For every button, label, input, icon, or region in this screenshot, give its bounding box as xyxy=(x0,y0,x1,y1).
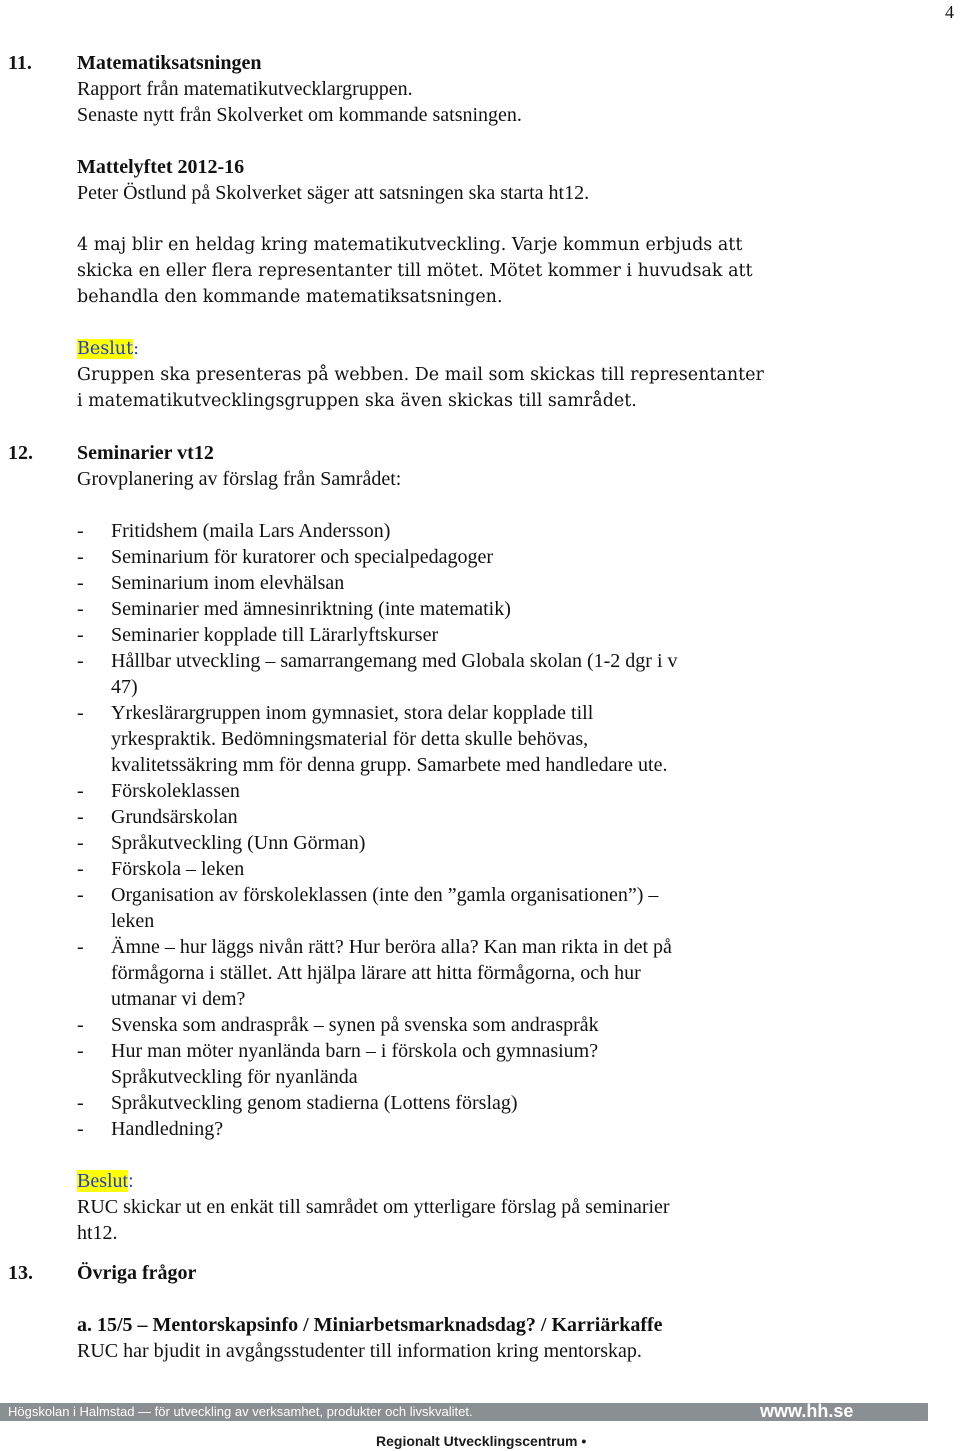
page-footer xyxy=(0,1397,960,1451)
list-dash: - xyxy=(77,702,84,724)
section-11-line: Rapport från matematikutvecklargruppen. xyxy=(77,78,413,100)
beslut-highlight: Beslut xyxy=(77,1170,129,1192)
list-dash: - xyxy=(77,598,84,620)
seminar-list-item xyxy=(77,518,947,544)
list-dash: - xyxy=(77,780,84,802)
seminar-list-item-line: leken xyxy=(111,910,155,932)
seminar-list-item-line: kvalitetssäkring mm för denna grupp. Samarbete med handledare ute. xyxy=(111,754,668,776)
seminar-list-item xyxy=(77,648,947,700)
footer-tagline: Högskolan i Halmstad — för utveckling av verksamhet, produkter och livskvalitet. xyxy=(8,1404,473,1419)
seminar-list-item-line: Seminarier kopplade till Lärarlyftskurser xyxy=(111,624,439,646)
seminar-list-item xyxy=(77,1090,947,1116)
list-dash: - xyxy=(77,546,84,568)
seminar-list-item-line: Förskola – leken xyxy=(111,858,245,880)
seminar-list-item xyxy=(77,778,947,804)
list-dash: - xyxy=(77,884,84,906)
page-number: 4 xyxy=(945,2,954,22)
mattelyftet-line: Peter Östlund på Skolverket säger att satsningen ska starta ht12. xyxy=(77,182,590,204)
section-12-intro: Grovplanering av förslag från Samrådet: xyxy=(77,468,402,490)
seminar-list-item-line: förmågorna i stället. Att hjälpa lärare att hitta förmågorna, och hur xyxy=(111,962,641,984)
footer-url: www.hh.se xyxy=(760,1401,854,1421)
beslut-label xyxy=(77,1168,947,1194)
seminar-list-item-line: Seminarier med ämnesinriktning (inte matematik) xyxy=(111,598,511,620)
section-12-number: 12. xyxy=(8,442,33,464)
seminar-list-item-line: Svenska som andraspråk – synen på svenska som andraspråk xyxy=(111,1014,599,1036)
beslut-label xyxy=(77,336,947,362)
seminar-list-item-line: Språkutveckling (Unn Görman) xyxy=(111,832,366,854)
seminar-list-item xyxy=(77,1038,947,1090)
section-11-paragraph xyxy=(77,232,947,414)
seminar-list-item-line: 47) xyxy=(111,676,138,698)
seminar-list-item-line: utmanar vi dem? xyxy=(111,988,246,1010)
decision-line: Gruppen ska presenteras på webben. De mail som skickas till representanter xyxy=(77,365,764,385)
seminar-list-item xyxy=(77,1116,947,1142)
section-13 xyxy=(77,1260,947,1364)
list-dash: - xyxy=(77,832,84,854)
list-dash: - xyxy=(77,624,84,646)
seminar-list-item xyxy=(77,830,947,856)
seminar-list-item-line: Seminarium inom elevhälsan xyxy=(111,572,345,594)
seminar-list-item-line: Organisation av förskoleklassen (inte den ”gamla organisationen”) – xyxy=(111,884,659,906)
seminar-list-item-line: Ämne – hur läggs nivån rätt? Hur beröra alla? Kan man rikta in det på xyxy=(111,936,672,958)
section-11-number: 11. xyxy=(8,52,32,74)
seminar-list xyxy=(77,518,947,1142)
section-11-line: Senaste nytt från Skolverket om kommande satsningen. xyxy=(77,104,522,126)
seminar-list-item xyxy=(77,570,947,596)
list-dash: - xyxy=(77,1092,84,1114)
paragraph-line: 4 maj blir en heldag kring matematikutveckling. Varje kommun erbjuds att xyxy=(77,235,743,255)
section-12 xyxy=(77,440,947,1246)
footer-organization: Regionalt Utvecklingscentrum • xyxy=(376,1433,587,1449)
seminar-list-item-line: Fritidshem (maila Lars Andersson) xyxy=(111,520,391,542)
section-13-subtitle: a. 15/5 – Mentorskapsinfo / Miniarbetsmarknadsdag? / Karriärkaffe xyxy=(77,1314,663,1336)
list-dash: - xyxy=(77,1040,84,1062)
seminar-list-item-line: Hållbar utveckling – samarrangemang med Globala skolan (1-2 dgr i v xyxy=(111,650,678,672)
section-12-title: Seminarier vt12 xyxy=(77,442,214,464)
list-dash: - xyxy=(77,520,84,542)
seminar-list-item-line: Yrkeslärargruppen inom gymnasiet, stora delar kopplade till xyxy=(111,702,594,724)
seminar-list-item-line: Språkutveckling för nyanlända xyxy=(111,1066,358,1088)
list-dash: - xyxy=(77,572,84,594)
list-dash: - xyxy=(77,1118,84,1140)
list-dash: - xyxy=(77,1014,84,1036)
decision-line: RUC skickar ut en enkät till samrådet om ytterligare förslag på seminarier xyxy=(77,1196,670,1218)
decision-line: ht12. xyxy=(77,1222,118,1244)
seminar-list-item xyxy=(77,804,947,830)
mattelyftet-title: Mattelyftet 2012-16 xyxy=(77,156,245,178)
seminar-list-item-line: Handledning? xyxy=(111,1118,224,1140)
seminar-list-item xyxy=(77,596,947,622)
seminar-list-item-line: Seminarium för kuratorer och specialpedagoger xyxy=(111,546,494,568)
list-dash: - xyxy=(77,806,84,828)
seminar-list-item xyxy=(77,882,947,934)
seminar-list-item xyxy=(77,544,947,570)
seminar-list-item xyxy=(77,700,947,778)
beslut-colon: : xyxy=(133,339,140,359)
section-11 xyxy=(77,50,947,414)
beslut-colon: : xyxy=(128,1170,134,1192)
seminar-list-item xyxy=(77,856,947,882)
beslut-highlight: Beslut xyxy=(77,339,134,359)
paragraph-line: behandla den kommande matematiksatsningen. xyxy=(77,287,503,307)
section-11-title: Matematiksatsningen xyxy=(77,52,262,74)
seminar-list-item-line: Grundsärskolan xyxy=(111,806,238,828)
section-13-line: RUC har bjudit in avgångsstudenter till information kring mentorskap. xyxy=(77,1340,642,1362)
seminar-list-item-line: Förskoleklassen xyxy=(111,780,240,802)
section-13-title: Övriga frågor xyxy=(77,1262,197,1284)
seminar-list-item-line: Hur man möter nyanlända barn – i förskola och gymnasium? xyxy=(111,1040,599,1062)
section-13-number: 13. xyxy=(8,1262,33,1284)
list-dash: - xyxy=(77,858,84,880)
paragraph-line: skicka en eller flera representanter till mötet. Mötet kommer i huvudsak att xyxy=(77,261,753,281)
list-dash: - xyxy=(77,936,84,958)
decision-line: i matematikutvecklingsgruppen ska även skickas till samrådet. xyxy=(77,391,637,411)
seminar-list-item-line: Språkutveckling genom stadierna (Lottens förslag) xyxy=(111,1092,518,1114)
seminar-list-item-line: yrkespraktik. Bedömningsmaterial för detta skulle behövas, xyxy=(111,728,589,750)
seminar-list-item xyxy=(77,1012,947,1038)
seminar-list-item xyxy=(77,934,947,1012)
seminar-list-item xyxy=(77,622,947,648)
list-dash: - xyxy=(77,650,84,672)
